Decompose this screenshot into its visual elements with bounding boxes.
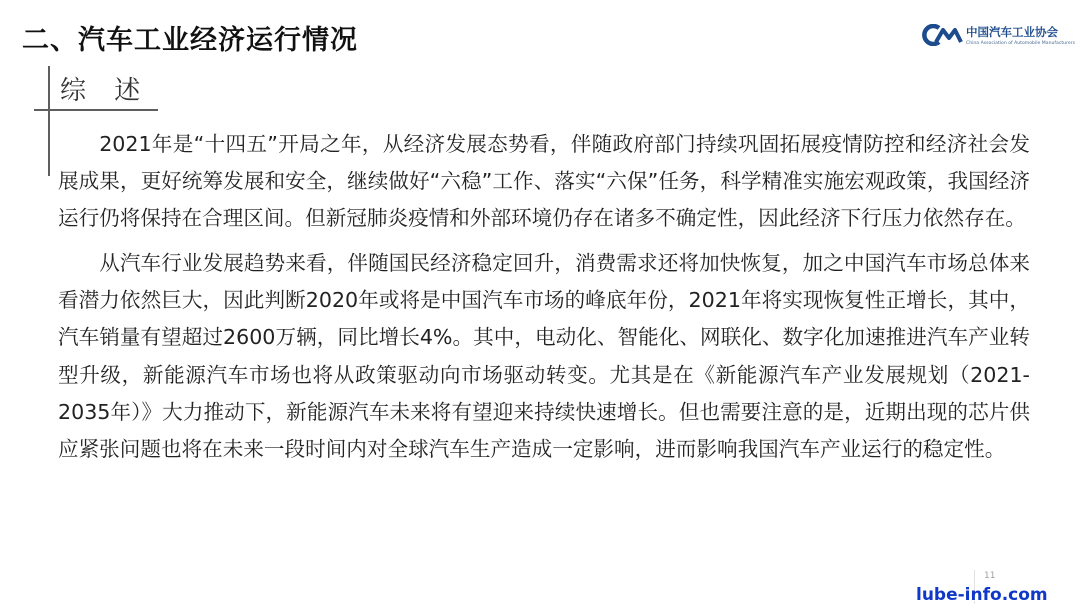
heading-horizontal-rule [34, 109, 158, 111]
caam-logo-mark-icon [922, 24, 964, 46]
logo-name-en: China Association of Automobile Manufacturers [966, 41, 1075, 46]
caam-logo [922, 22, 1078, 56]
page-title: 二、汽车工业经济运行情况 [22, 25, 358, 56]
page-number: 11 [984, 571, 996, 581]
paragraph-auto-industry: 从汽车行业发展趋势来看，伴随国民经济稳定回升，消费需求还将加快恢复，加之中国汽车市场总体来看潜力依然巨大，因此判断2020年或将是中国汽车市场的峰底年份，2021年将实现恢复性正增长，其中，汽车销量有望超过2600万辆，同比增长4%。其中，电动化、智能化、网联化、数字化加速推进汽车产业转型升级，新能源汽车市场也将从政策驱动向市场驱动转变。尤其是在《新能源汽车产业发展规划（2021-2035年）》大力推动下，新能源汽车未来将有望迎来持续快速增长。但也需要注意的是，近期出现的芯片供应紧张问题也将在未来一段时间内对全球汽车生产造成一定影响，进而影响我国汽车产业运行的稳定性。 [58, 251, 1030, 461]
heading-vertical-rule [48, 66, 50, 176]
watermark: lube-info.com [916, 585, 1048, 605]
paragraph-economy: 2021年是“十四五”开局之年，从经济发展态势看，伴随政府部门持续巩固拓展疫情防控和经济社会发展成果，更好统筹发展和安全，继续做好“六稳”工作、落实“六保”任务，科学精准实施宏观政策，我国经济运行仍将保持在合理区间。但新冠肺炎疫情和外部环境仍存在诸多不确定性，因此经济下行压力依然存在。 [58, 132, 1030, 231]
body-text [58, 126, 1030, 468]
section-heading: 综 述 [60, 76, 151, 106]
logo-name-cn: 中国汽车工业协会 [966, 25, 1058, 39]
